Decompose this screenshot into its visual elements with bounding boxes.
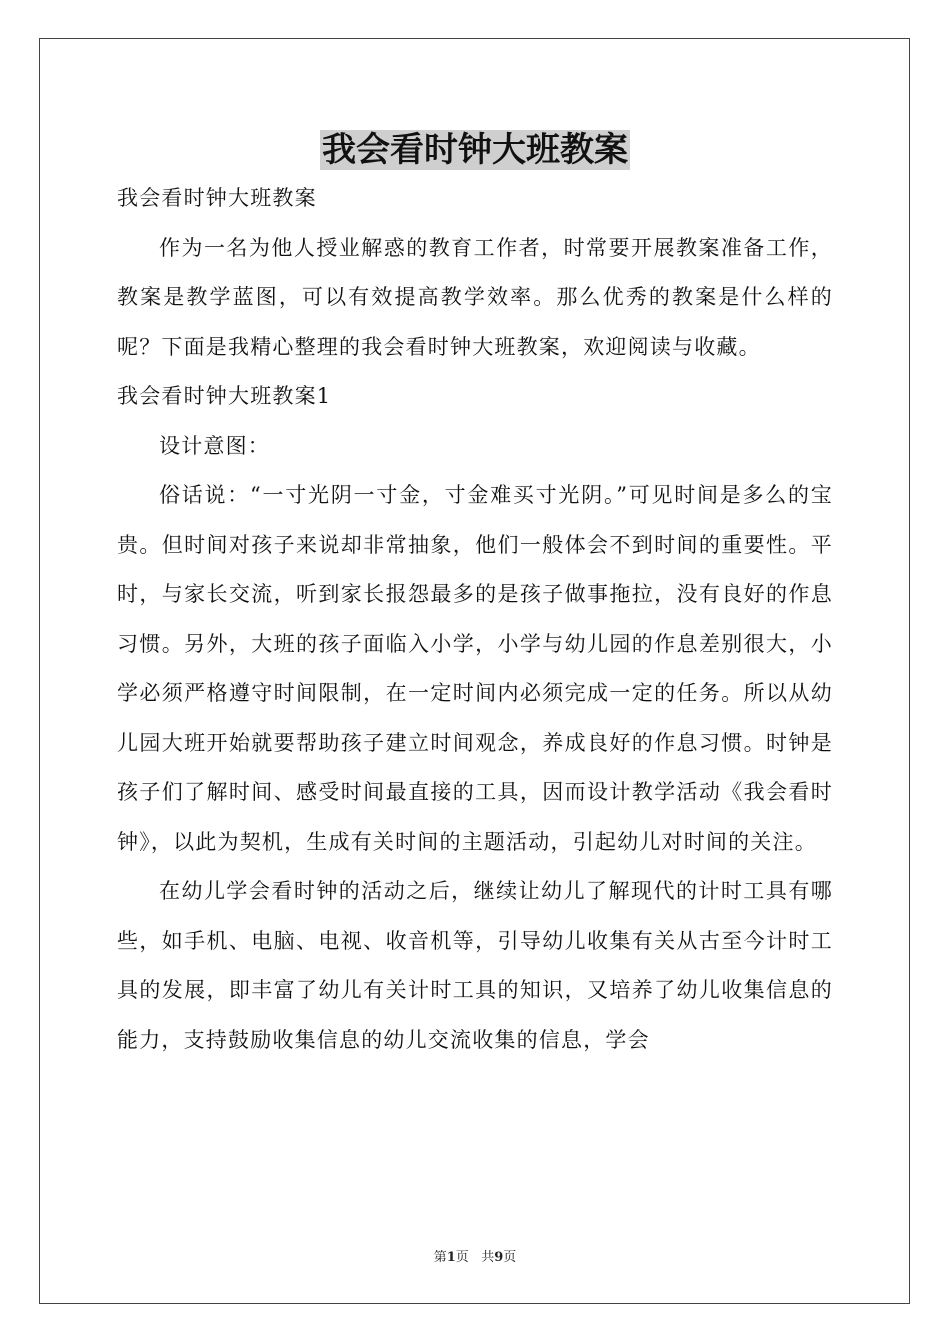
total-prefix: 共 bbox=[481, 1250, 495, 1265]
paragraph: 我会看时钟大班教案1 bbox=[117, 384, 332, 408]
paragraph: 我会看时钟大班教案 bbox=[117, 186, 317, 210]
page-total: 9 bbox=[494, 1250, 504, 1265]
paragraph: 设计意图： bbox=[159, 433, 270, 458]
page-current: 1 bbox=[446, 1250, 456, 1265]
page-prefix: 第 bbox=[433, 1250, 447, 1265]
page-label: 页 bbox=[455, 1250, 469, 1265]
page-footer bbox=[0, 1246, 950, 1265]
total-label: 页 bbox=[503, 1250, 517, 1265]
document-title bbox=[0, 126, 950, 174]
document-body bbox=[117, 174, 833, 1065]
paragraph: 在幼儿学会看时钟的活动之后，继续让幼儿了解现代的计时工具有哪些，如手机、电脑、电视、收音机等，引导幼儿收集有关从古至今计时工具的发展，即丰富了幼儿有关计时工具的知识，又培养了幼儿收集信息的能力，支持鼓励收集信息的幼儿交流收集的信息，学会 bbox=[117, 879, 833, 1052]
paragraph: 俗话说：“一寸光阴一寸金，寸金难买寸光阴。”可见时间是多么的宝贵。但时间对孩子来说却非常抽象，他们一般体会不到时间的重要性。平时，与家长交流，听到家长报怨最多的是孩子做事拖拉，没有良好的作息习惯。另外，大班的孩子面临入小学，小学与幼儿园的作息差别很大，小学必须严格遵守时间限制，在一定时间内必须完成一定的任务。所以从幼儿园大班开始就要帮助孩子建立时间观念，养成良好的作息习惯。时钟是孩子们了解时间、感受时间最直接的工具，因而设计教学活动《我会看时钟》，以此为契机，生成有关时间的主题活动，引起幼儿对时间的关注。 bbox=[117, 483, 833, 854]
paragraph: 作为一名为他人授业解惑的教育工作者，时常要开展教案准备工作，教案是教学蓝图，可以有效提高教学效率。那么优秀的教案是什么样的呢？下面是我精心整理的我会看时钟大班教案，欢迎阅读与收藏。 bbox=[117, 235, 833, 359]
document-title-text: 我会看时钟大班教案 bbox=[322, 130, 628, 170]
